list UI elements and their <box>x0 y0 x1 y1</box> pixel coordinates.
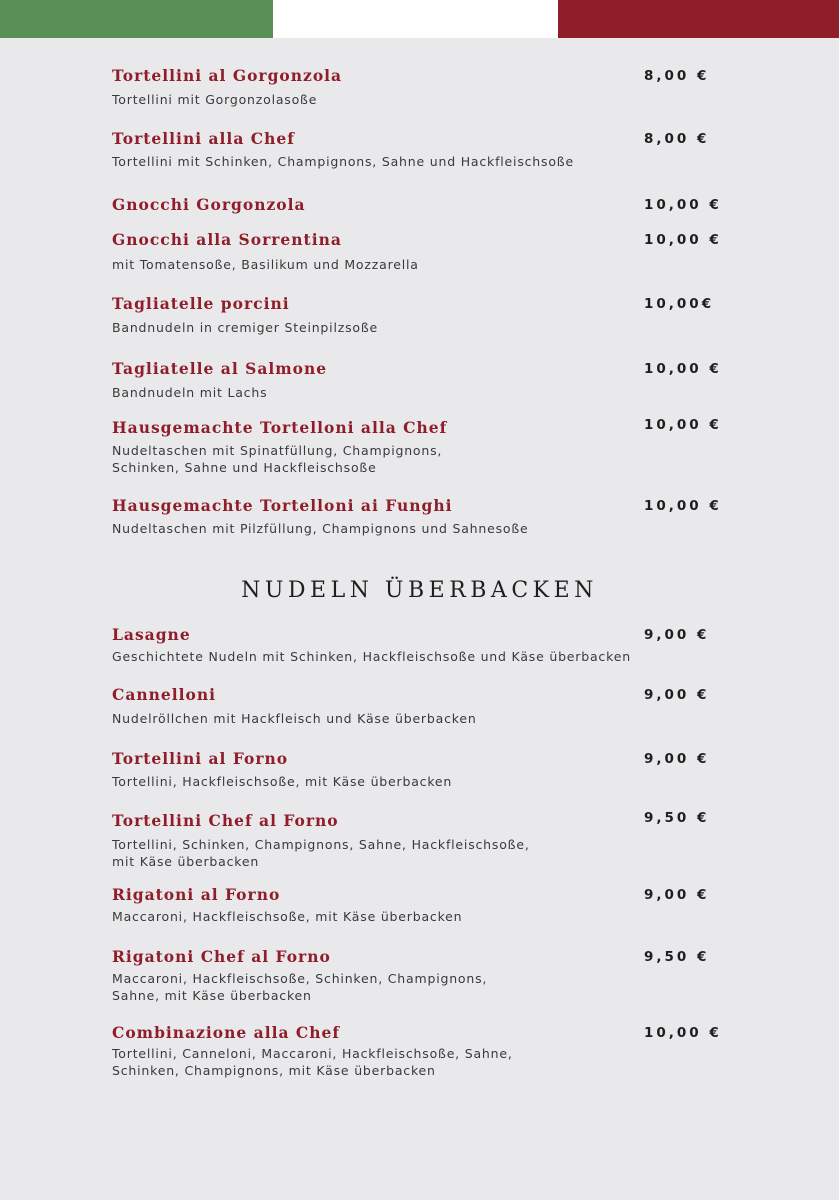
item-price: 10,00 € <box>644 1025 722 1041</box>
item-price: 10,00 € <box>644 197 722 213</box>
item-price: 9,00 € <box>644 687 710 703</box>
item-name: Tortellini al Gorgonzola <box>112 66 343 85</box>
item-description: Tortellini, Canneloni, Maccaroni, Hackfleischsoße, Sahne, Schinken, Champignons, mit Käse überbacken <box>112 1046 513 1078</box>
item-description: Nudeltaschen mit Spinatfüllung, Champignons, Schinken, Sahne und Hackfleischsoße <box>112 443 443 475</box>
item-description: Geschichtete Nudeln mit Schinken, Hackfleischsoße und Käse überbacken <box>112 649 631 664</box>
item-name: Lasagne <box>112 625 191 644</box>
item-name: Tagliatelle porcini <box>112 294 290 313</box>
item-description: Tortellini mit Schinken, Champignons, Sahne und Hackfleischsoße <box>112 154 574 169</box>
item-price: 9,00 € <box>644 627 710 643</box>
item-name: Tortellini alla Chef <box>112 129 295 148</box>
item-description: Tortellini, Schinken, Champignons, Sahne, Hackfleischsoße, mit Käse überbacken <box>112 837 530 869</box>
item-name: Rigatoni Chef al Forno <box>112 947 331 966</box>
item-name: Cannelloni <box>112 685 217 704</box>
item-name: Tortellini al Forno <box>112 749 289 768</box>
item-description: Maccaroni, Hackfleischsoße, Schinken, Champignons, Sahne, mit Käse überbacken <box>112 971 488 1003</box>
item-description: Nudeltaschen mit Pilzfüllung, Champignons und Sahnesoße <box>112 521 529 536</box>
item-price: 9,50 € <box>644 810 710 826</box>
flag-stripe-red <box>558 0 839 38</box>
item-name: Gnocchi Gorgonzola <box>112 195 306 214</box>
item-price: 10,00 € <box>644 498 722 514</box>
item-description: Bandnudeln in cremiger Steinpilzsoße <box>112 320 379 335</box>
item-description: Maccaroni, Hackfleischsoße, mit Käse überbacken <box>112 909 463 924</box>
item-price: 9,50 € <box>644 949 710 965</box>
item-price: 10,00 € <box>644 361 722 377</box>
section-title: NUDELN ÜBERBACKEN <box>241 578 598 603</box>
flag-stripe-green <box>0 0 273 38</box>
item-description: Tortellini mit Gorgonzolasoße <box>112 92 318 107</box>
item-name: Rigatoni al Forno <box>112 885 281 904</box>
item-price: 10,00€ <box>644 296 715 312</box>
item-price: 8,00 € <box>644 131 710 147</box>
item-name: Gnocchi alla Sorrentina <box>112 230 342 249</box>
item-description: Nudelröllchen mit Hackfleisch und Käse überbacken <box>112 711 477 726</box>
item-name: Tortellini Chef al Forno <box>112 811 339 830</box>
item-name: Hausgemachte Tortelloni ai Funghi <box>112 496 453 515</box>
flag-stripe-white <box>273 0 558 38</box>
item-price: 9,00 € <box>644 887 710 903</box>
item-price: 9,00 € <box>644 751 710 767</box>
item-description: Bandnudeln mit Lachs <box>112 385 268 400</box>
item-price: 8,00 € <box>644 68 710 84</box>
item-price: 10,00 € <box>644 417 722 433</box>
item-description: mit Tomatensoße, Basilikum und Mozzarella <box>112 257 419 272</box>
item-description: Tortellini, Hackfleischsoße, mit Käse überbacken <box>112 774 453 789</box>
item-name: Tagliatelle al Salmone <box>112 359 328 378</box>
item-name: Hausgemachte Tortelloni alla Chef <box>112 418 448 437</box>
item-price: 10,00 € <box>644 232 722 248</box>
item-name: Combinazione alla Chef <box>112 1023 341 1042</box>
